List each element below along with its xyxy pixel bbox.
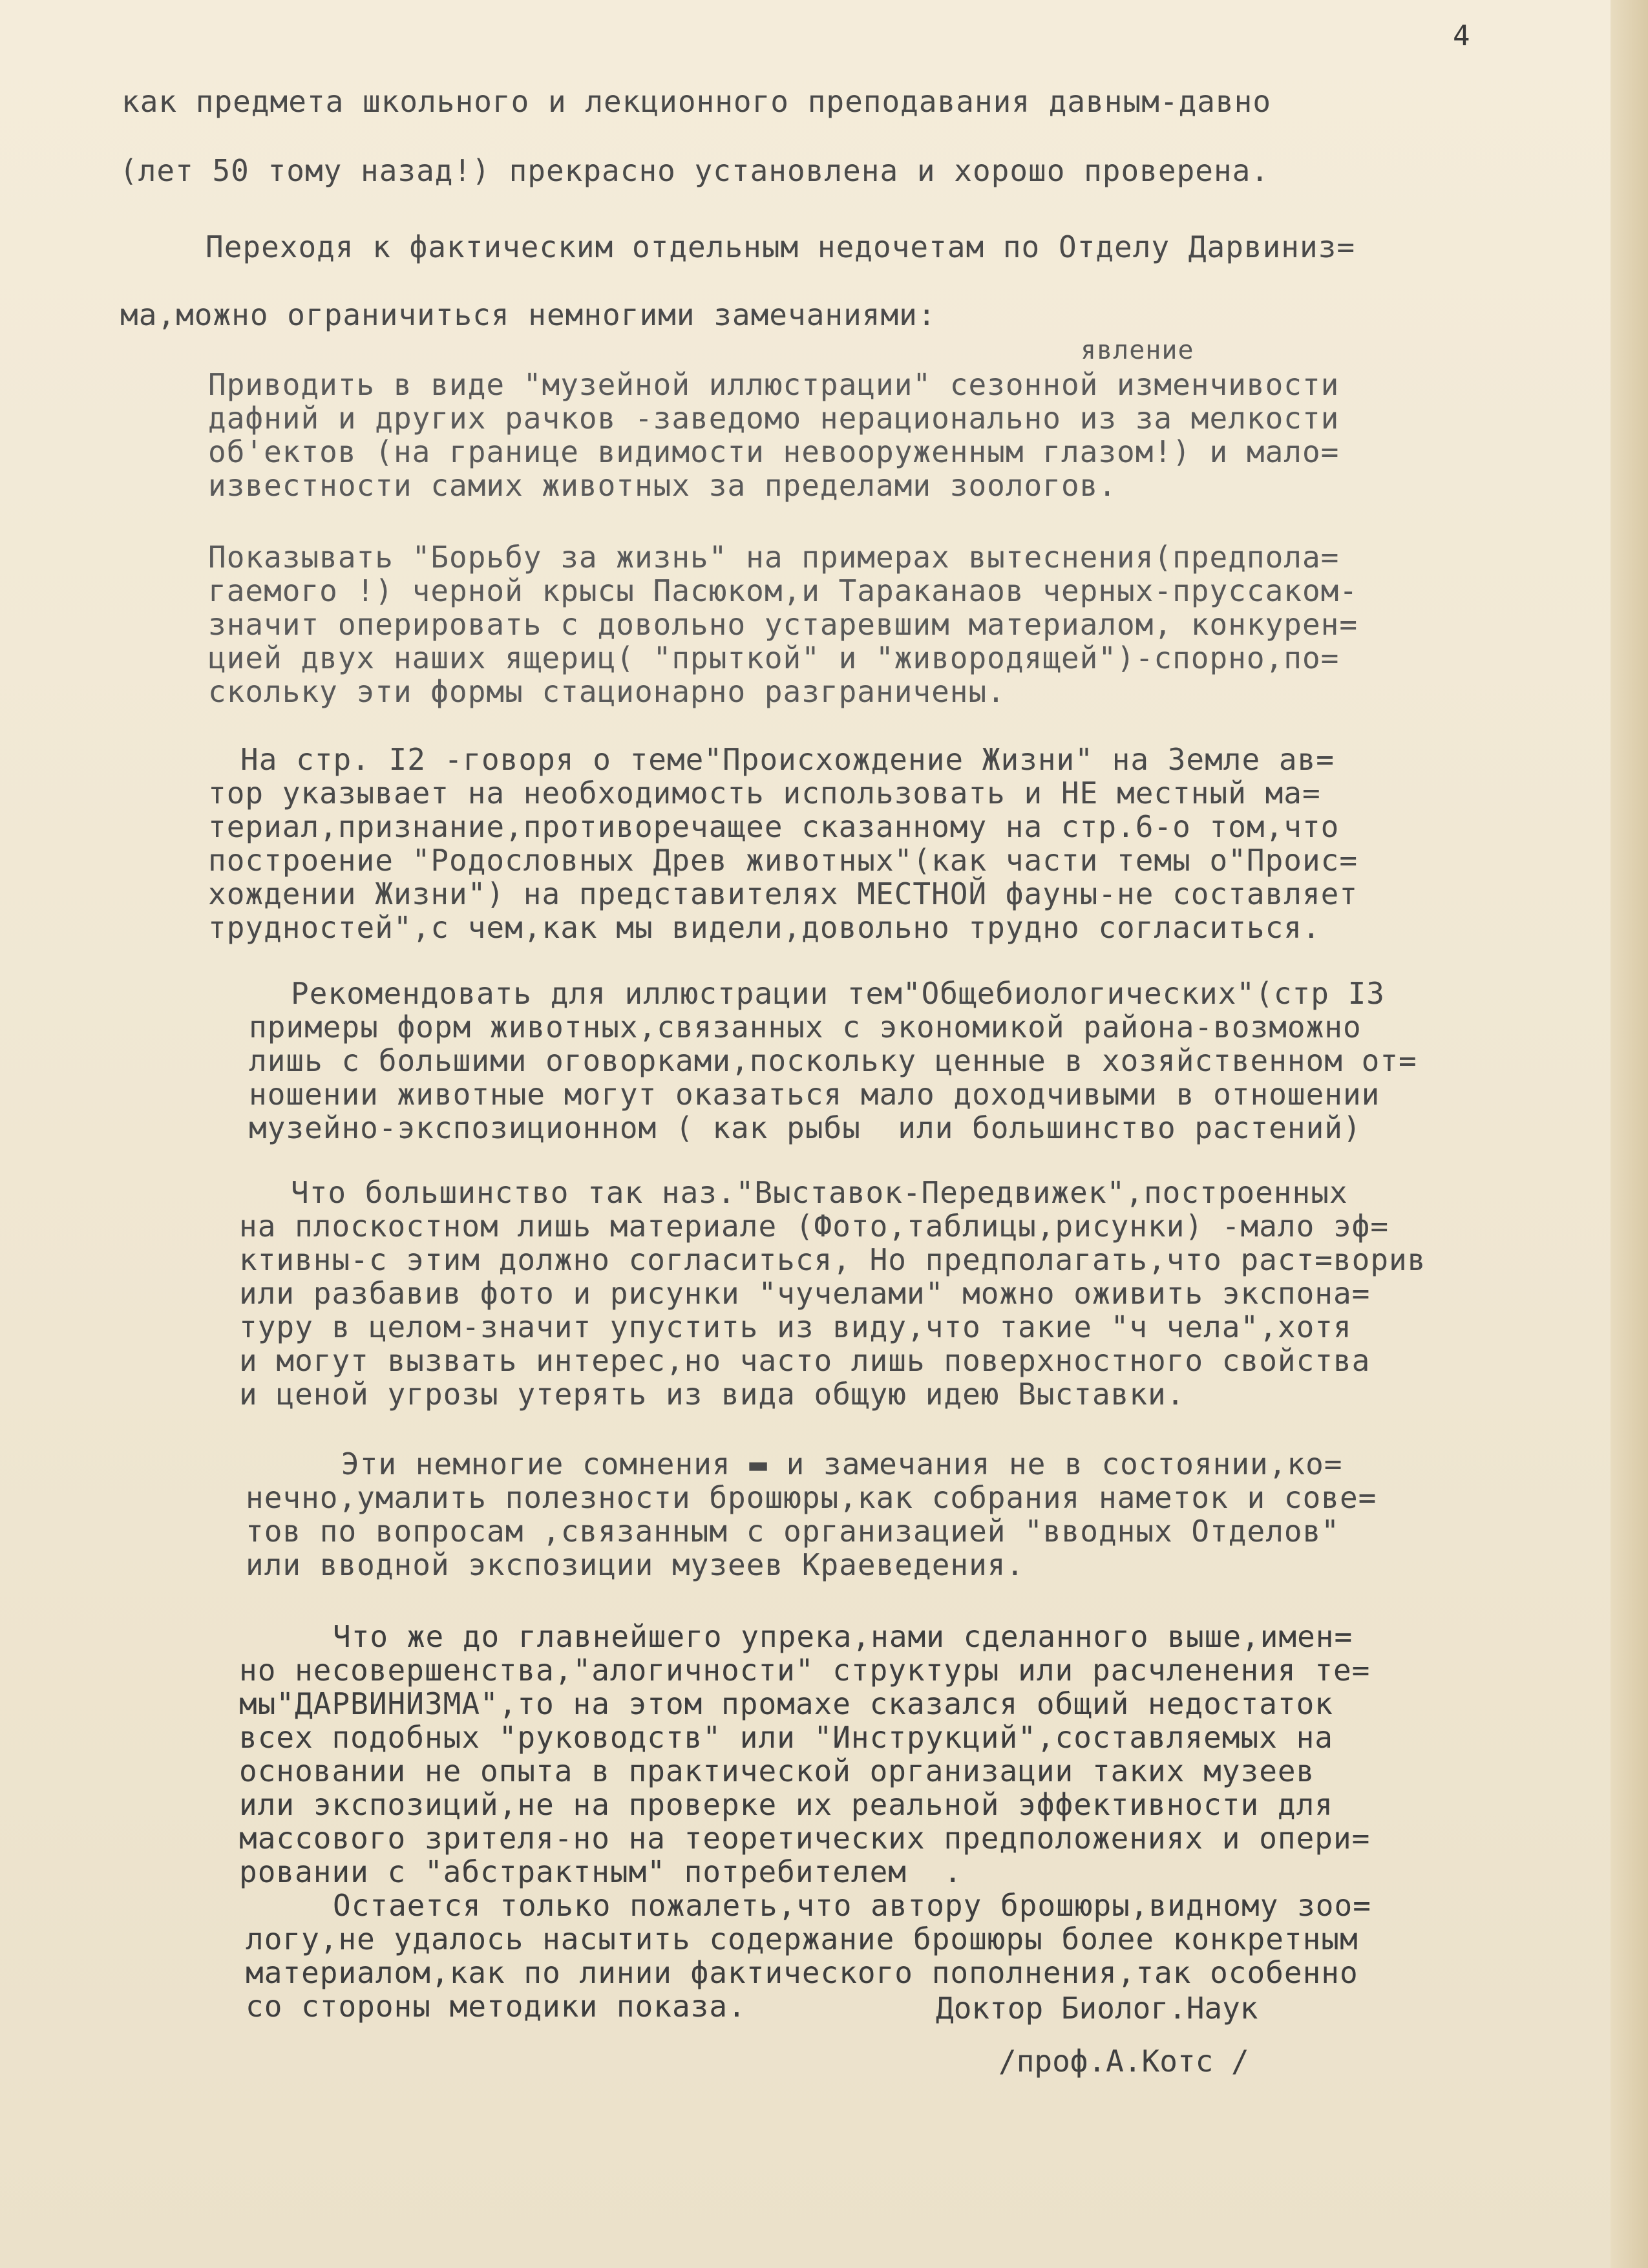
text-line: Эти немногие сомнения ▬ и замечания не в состоянии,ко= (341, 1447, 1343, 1481)
text-line: гаемого !) черной крысы Пасюком,и Тараканаов черных-пруссаком- (208, 573, 1358, 608)
text-line: нечно,умалить полезности брошюры,как собрания наметок и сове= (246, 1480, 1377, 1515)
text-line: Показывать "Борьбу за жизнь" на примерах вытеснения(предпола= (208, 540, 1340, 575)
text-line: ма,можно ограничиться немногими замечаниями: (120, 297, 936, 332)
text-line: трудностей",с чем,как мы видели,довольно трудно согласиться. (208, 910, 1321, 945)
text-line: массового зрителя-но на теоретических предположениях и опери= (239, 1821, 1371, 1856)
text-line: тор указывает на необходимость использовать и НЕ местный ма= (208, 776, 1321, 811)
text-line: материалом,как по линии фактического пополнения,так особенно (246, 1955, 1358, 1990)
text-line: тов по вопросам ,связанным с организацией "вводных Отделов" (246, 1514, 1340, 1549)
paper-edge (1611, 0, 1648, 2268)
text-line: построение "Родословных Древ животных"(как части темы о"Проис= (208, 843, 1358, 878)
text-line: скольку эти формы стационарно разграничены. (208, 674, 1006, 709)
text-line: основании не опыта в практической организации таких музеев (239, 1754, 1315, 1788)
text-line: всех подобных "руководств" или "Инструкций",составляемых на (239, 1720, 1333, 1755)
text-line: логу,не удалось насытить содержание брошюры более конкретным (246, 1922, 1358, 1956)
text-line: Что большинство так наз."Выставок-Передвижек",построенных (291, 1175, 1348, 1210)
text-line: дафний и других рачков -заведомо нерационально из за мелкости (208, 401, 1340, 436)
text-line: Переходя к фактическим отдельным недочетам по Отделу Дарвиниз= (206, 229, 1356, 264)
text-line: музейно-экспозиционном ( как рыбы или большинство растений) (249, 1110, 1362, 1145)
text-line: Рекомендовать для иллюстрации тем"Общебиологических"(стр I3 (291, 976, 1385, 1011)
text-line: цией двух наших ящериц( "прыткой" и "живородящей")-спорно,по= (208, 641, 1340, 675)
text-line: но несовершенства,"алогичности" структуры или расчленения те= (239, 1653, 1371, 1688)
text-line: или вводной экспозиции музеев Краеведения. (246, 1547, 1025, 1582)
text-line: хождении Жизни") на представителях МЕСТНОЙ фауны-не составляет (208, 876, 1358, 911)
text-line: ровании с "абстрактным" потребителем . (239, 1854, 963, 1889)
text-line: мы"ДАРВИНИЗМА",то на этом промахе сказался общий недостаток (239, 1686, 1333, 1721)
text-line: териал,признание,противоречащее сказанному на стр.6-о том,что (208, 809, 1340, 844)
text-line: или экспозиций,не на проверке их реальной эффективности для (239, 1787, 1333, 1822)
text-line: Остается только пожалеть,что автору брошюры,видному зоо= (333, 1888, 1371, 1923)
text-line: и ценой угрозы утерять из вида общую идею Выставки. (239, 1377, 1185, 1412)
text-line: ктивны-с этим должно согласиться, Но предполагать,что раст=ворив (239, 1242, 1426, 1277)
text-line: со стороны методики показа. (246, 1989, 746, 2024)
text-line: примеры форм животных,связанных с экономикой района-возможно (249, 1010, 1362, 1044)
signature-title: Доктор Биолог.Наук (936, 1991, 1258, 2026)
text-line: на плоскостном лишь материале (Фото,таблицы,рисунки) -мало эф= (239, 1209, 1389, 1244)
page-number: 4 (1453, 19, 1470, 52)
text-line: ношении животные могут оказаться мало доходчивыми в отношении (249, 1077, 1380, 1112)
text-line: Приводить в виде "музейной иллюстрации" сезонной изменчивости (208, 367, 1340, 402)
text-line: Что же до главнейшего упрека,нами сделанного выше,имен= (333, 1619, 1353, 1654)
text-line: (лет 50 тому назад!) прекрасно установлена и хорошо проверена. (120, 153, 1270, 188)
text-line: известности самих животных за пределами зоологов. (208, 468, 1117, 503)
text-line: лишь с большими оговорками,поскольку ценные в хозяйственном от= (249, 1043, 1417, 1078)
text-line: об'ектов (на границе видимости невооруженным глазом!) и мало= (208, 434, 1340, 469)
text-line: туру в целом-значит упустить из виду,что такие "ч чела",хотя (239, 1309, 1352, 1344)
text-line: значит оперировать с довольно устаревшим материалом, конкурен= (208, 607, 1358, 642)
text-line: или разбавив фото и рисунки "чучелами" можно оживить экспона= (239, 1276, 1371, 1311)
text-line: как предмета школьного и лекционного преподавания давным-давно (121, 84, 1272, 119)
text-line: и могут вызвать интерес,но часто лишь поверхностного свойства (239, 1343, 1371, 1378)
text-insertion: явление (1081, 335, 1194, 365)
text-line: На стр. I2 -говоря о теме"Происхождение Жизни" на Земле ав= (240, 742, 1335, 777)
signature-name: /проф.А.Котс / (998, 2044, 1249, 2079)
